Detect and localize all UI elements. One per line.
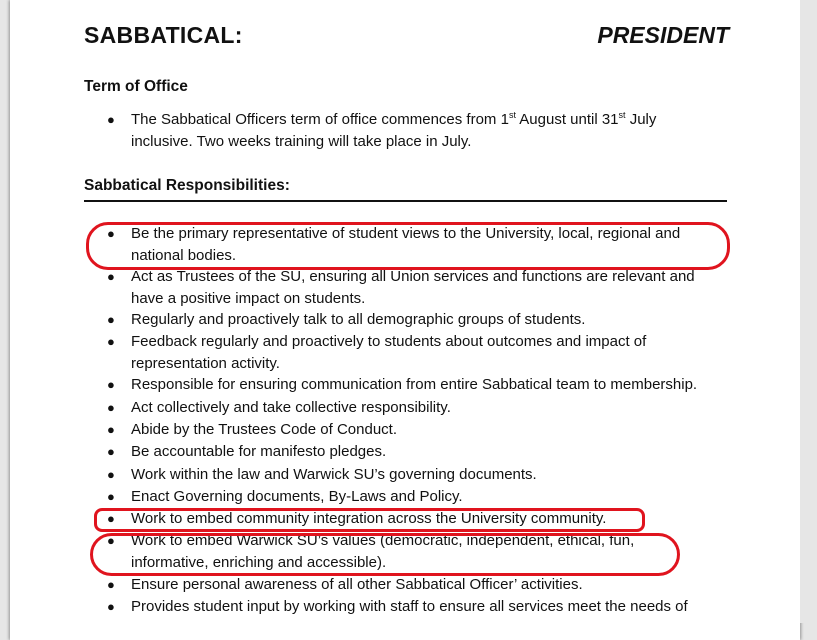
header-role-type: SABBATICAL:	[84, 22, 243, 48]
window-scrollbar[interactable]	[800, 0, 817, 623]
term-of-office-heading: Term of Office	[84, 78, 188, 95]
header-role-title: PRESIDENT	[597, 22, 729, 48]
responsibilities-heading: Sabbatical Responsibilities:	[84, 177, 290, 194]
bullet-dot: ●	[107, 112, 115, 127]
highlight-mark-community	[94, 508, 645, 532]
highlight-mark-values	[90, 533, 680, 576]
term-bullet-text: The Sabbatical Officers term of office commences from 1st August until 31st July inclusive. Two weeks training will take place in July.	[131, 110, 657, 150]
document-page: SABBATICAL: PRESIDENT Term of Office ● The Sabbatical Officers term of office commences from 1st August until 31st July inclusive. Two weeks training will take place in July. Sabbatical Responsibilities: ● Be the primary representative of student views to the University, local, regional and national bodies. ● Act as Trustees of the SU, ensuring all Union services and functions are relevant and have a positive impact on students. ● Regularly and proactively talk to all demographic groups of students. ● Feedback regularly and proactively to students about outcomes and impact of representation activity. ● Responsible for ensuring communication from entire Sabbatical team to membership. ● Act collectively and take collective responsibility. ● Abide by the Trustees Code of Conduct. ● Be accountable for manifesto pledges. ● Work within the law and Warwick SU’s governing documents. ● Enact Governing documents, By-Laws and Policy. ● Work to embed community integration across the University community. ● Work to embed Warwick SU’s values (democratic, independent, ethical, fun, informative, enriching and accessible). ● Ensure personal awareness of all other Sabbatical Officer’ activities. ● Provides student input by working with staff to ensure all services meet the needs of	[10, 0, 800, 640]
heading-rule	[84, 200, 727, 202]
page-header	[84, 22, 729, 52]
highlight-mark-representative	[86, 222, 730, 270]
